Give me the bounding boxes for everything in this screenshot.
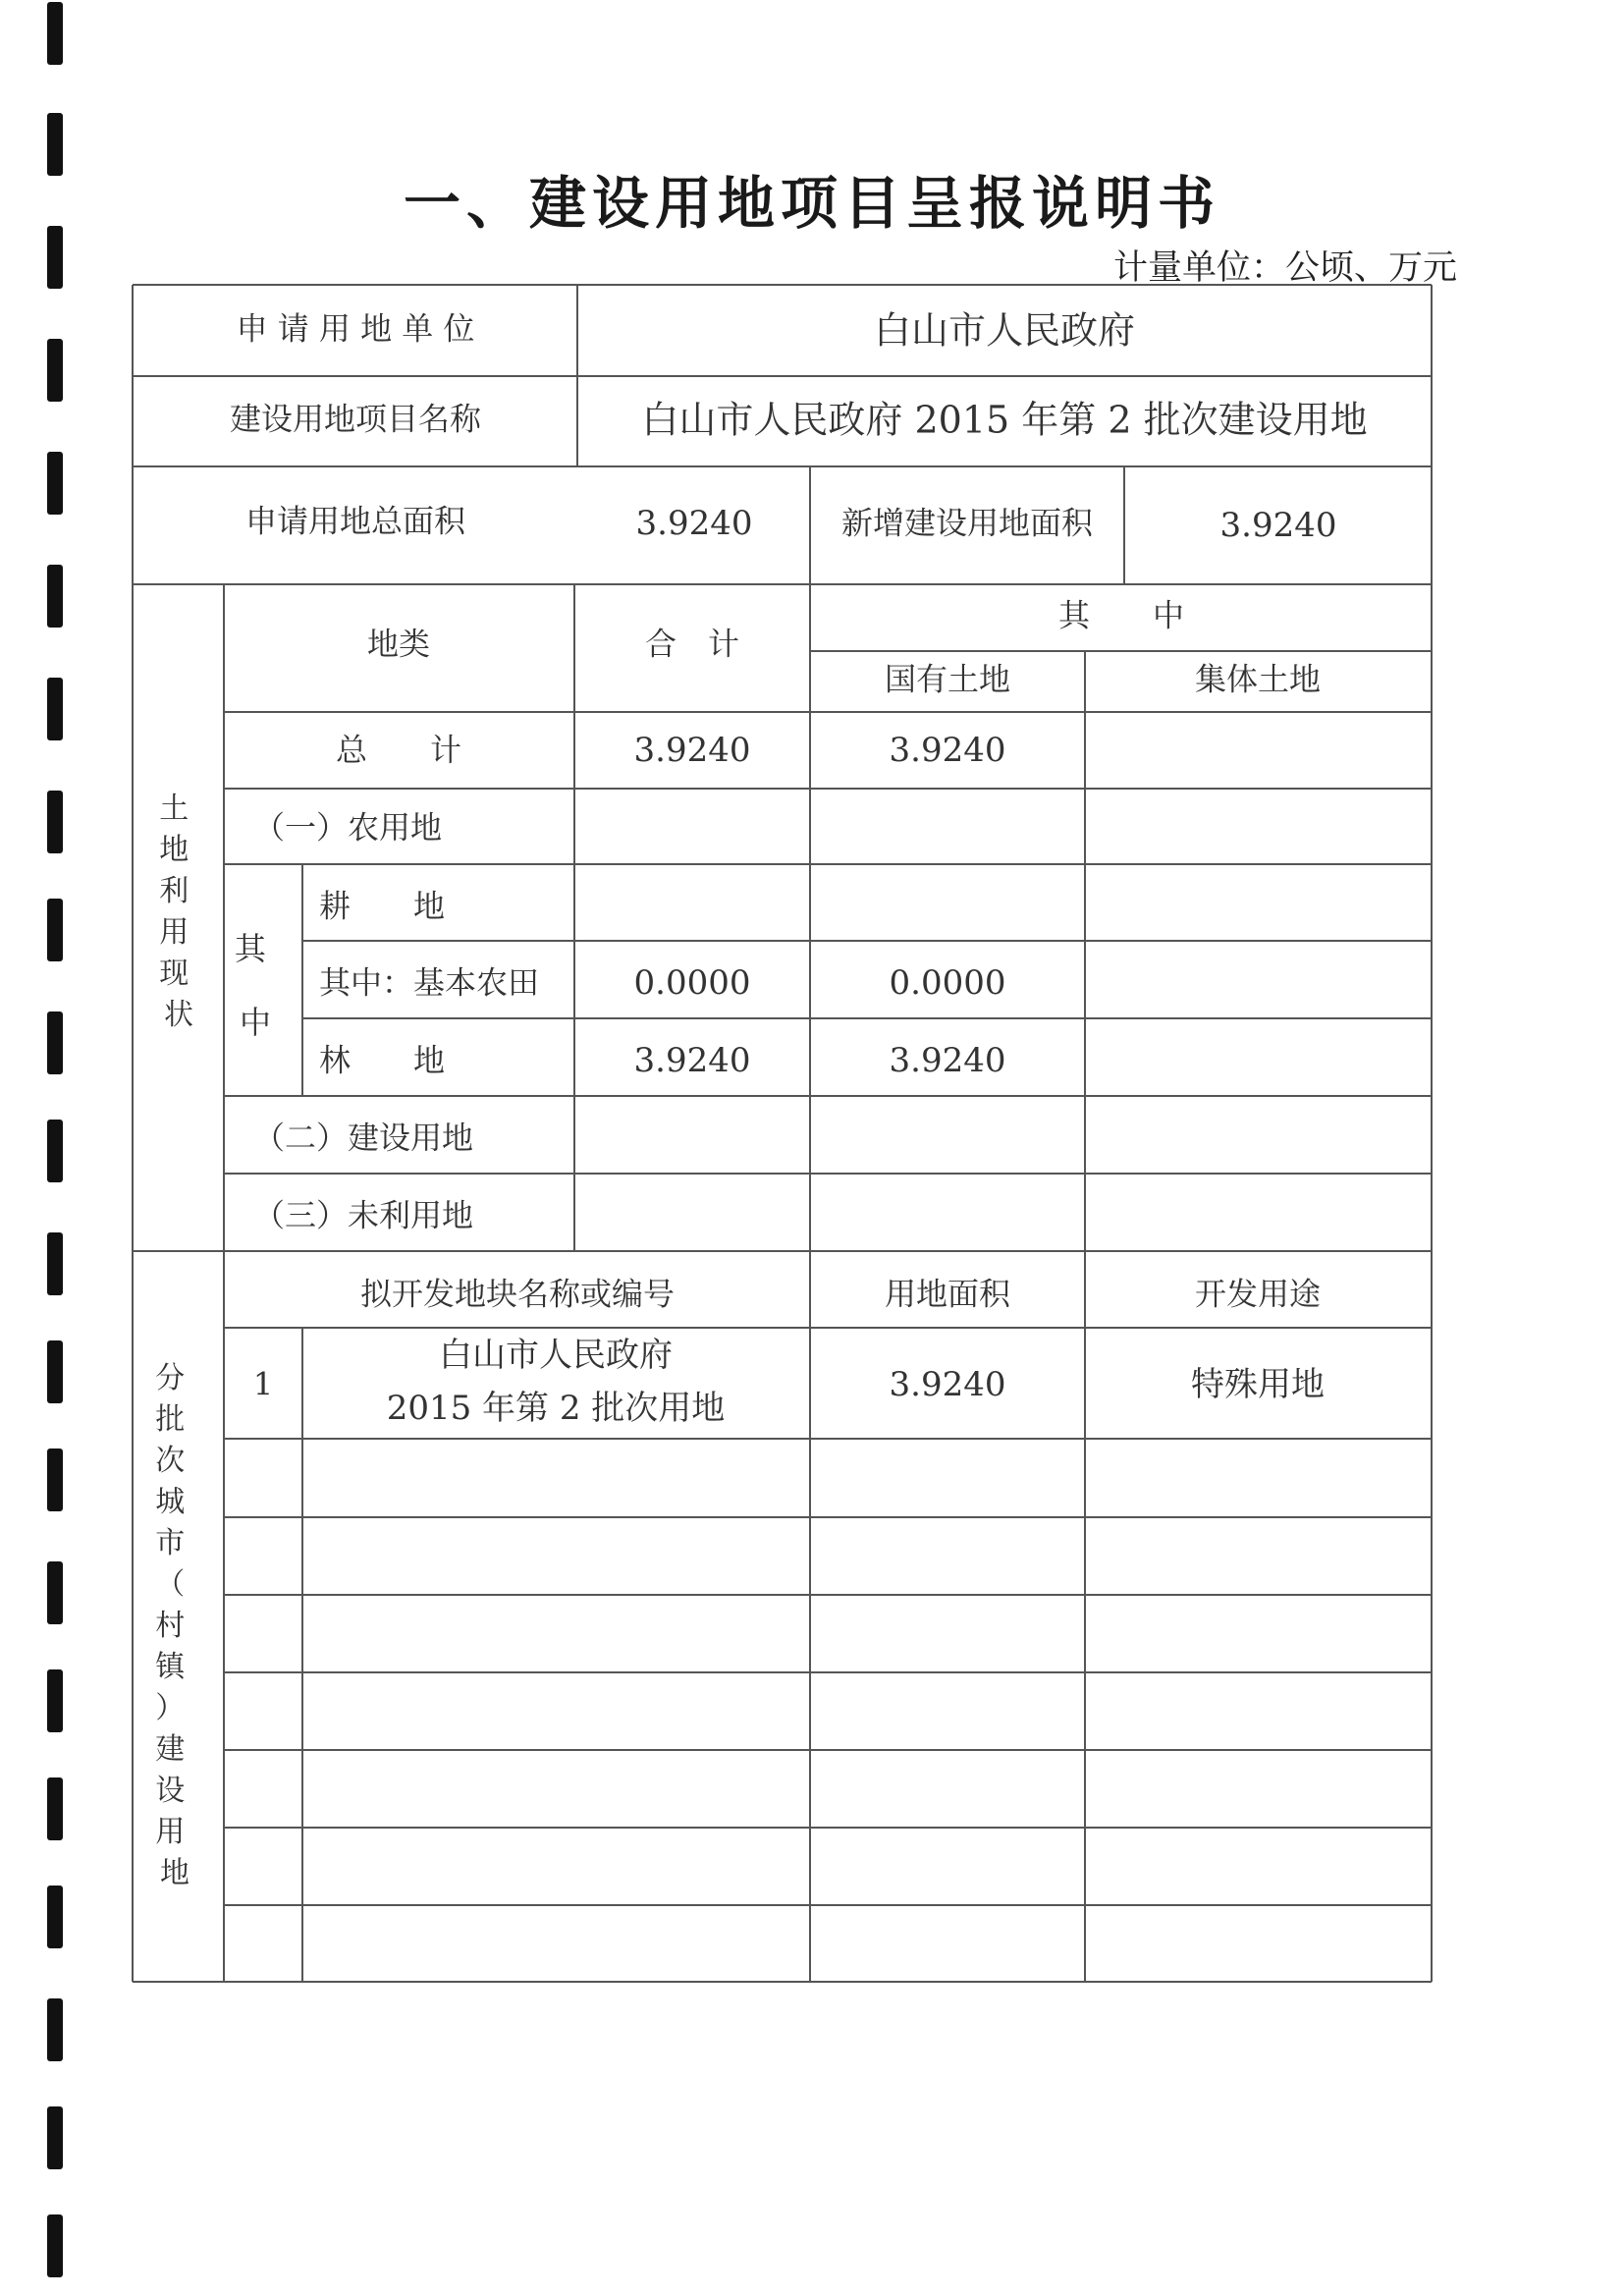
applicant-label: 申 请 用 地 单 位 xyxy=(236,309,475,348)
row-total: 3.9240 xyxy=(633,731,751,770)
col-category: 地类 xyxy=(366,625,431,663)
row-label: 林 地 xyxy=(319,1041,446,1079)
table-row xyxy=(253,809,442,847)
row-label: （二）建设用地 xyxy=(253,1119,474,1157)
col-of-which: 其 中 xyxy=(1057,596,1185,634)
parcel-name-line2: 2015 年第 2 批次用地 xyxy=(386,1389,726,1428)
land-status-section-label: 土 地 利 用 现 状 xyxy=(159,792,193,1032)
row-label: 总 计 xyxy=(335,731,462,769)
sub-label-of-which: 其 中 xyxy=(234,929,272,1041)
row-label: （三）未利用地 xyxy=(253,1196,474,1234)
table-row xyxy=(319,888,445,925)
row-state: 3.9240 xyxy=(889,1041,1006,1080)
table-row xyxy=(319,963,1005,1003)
row-state: 3.9240 xyxy=(889,731,1006,770)
row-total: 3.9240 xyxy=(633,1041,751,1080)
col-total: 合 计 xyxy=(644,625,740,663)
table-row xyxy=(319,1041,1005,1080)
project-name-label: 建设用地项目名称 xyxy=(229,400,482,438)
col-parcel: 拟开发地块名称或编号 xyxy=(359,1275,676,1313)
row-label: （一）农用地 xyxy=(253,808,443,847)
table-row xyxy=(253,1197,473,1234)
table-row xyxy=(336,731,1005,770)
new-area-label: 新增建设用地面积 xyxy=(840,504,1094,542)
col-state-land: 国有土地 xyxy=(884,660,1011,698)
parcel-name-line1: 白山市人民政府 xyxy=(439,1336,673,1375)
project-name-value: 白山市人民政府 2015 年第 2 批次建设用地 xyxy=(641,398,1368,442)
unit-note: 计量单位：公顷、万元 xyxy=(1112,248,1457,288)
applicant-value: 白山市人民政府 xyxy=(873,308,1136,353)
total-area-value: 3.9240 xyxy=(635,504,753,543)
col-parcel-area: 用地面积 xyxy=(884,1275,1011,1313)
new-area-value: 3.9240 xyxy=(1219,506,1337,545)
row-total: 0.0000 xyxy=(633,963,751,1003)
row-label: 其中：基本农田 xyxy=(319,963,540,1002)
parcel-number: 1 xyxy=(252,1365,274,1403)
parcel-use: 特殊用地 xyxy=(1191,1365,1325,1404)
col-collective-land: 集体土地 xyxy=(1194,660,1322,698)
total-area-label: 申请用地总面积 xyxy=(244,502,466,540)
col-development-use: 开发用途 xyxy=(1194,1275,1322,1313)
parcel-area: 3.9240 xyxy=(889,1365,1006,1404)
row-label: 耕 地 xyxy=(319,887,446,925)
row-state: 0.0000 xyxy=(889,963,1006,1003)
document-title: 一、建设用地项目呈报说明书 xyxy=(403,170,1220,237)
table-row xyxy=(253,1120,473,1157)
batch-section-label: 分 批 次 城 市 （ 村 镇 ） 建 设 用 地 xyxy=(155,1361,189,1890)
table-row xyxy=(253,1336,1325,1428)
